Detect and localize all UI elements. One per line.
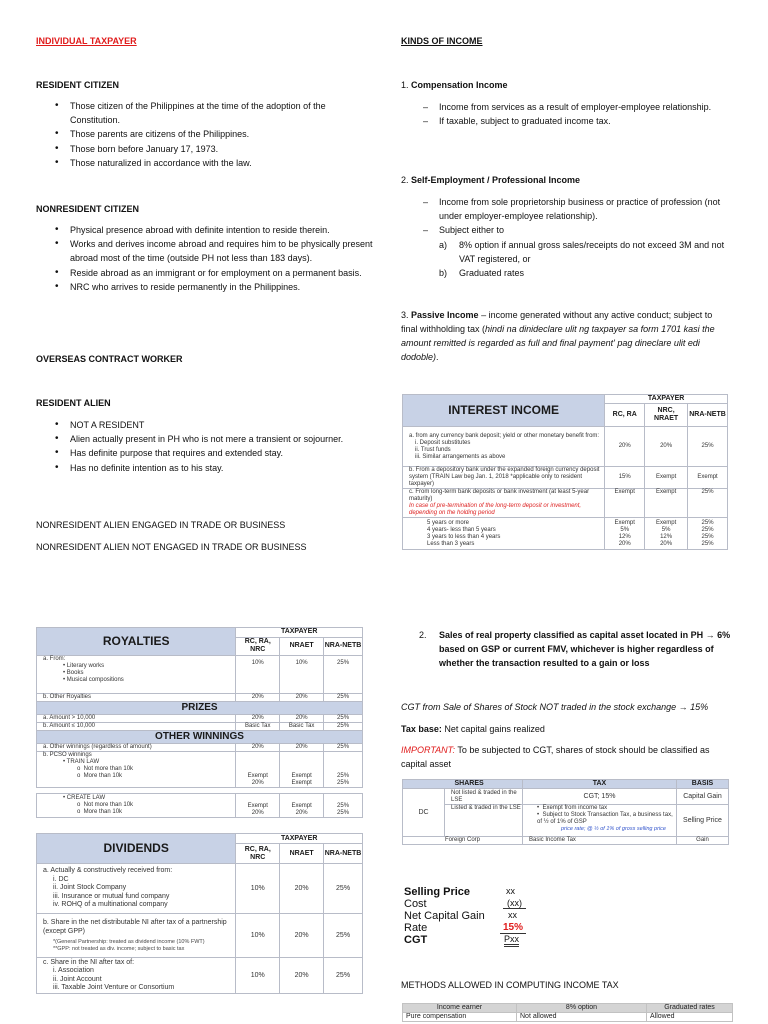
list-item: a) 8% option if annual gross sales/receipts do not exceed 3M and not VAT registered, or <box>439 240 725 265</box>
taxpayer-header: TAXPAYER <box>236 628 363 638</box>
column-header: Income earner <box>403 1004 517 1013</box>
list-item: • Has no definite intention as to his stay. <box>36 461 356 475</box>
column-header: SHARES <box>445 780 523 789</box>
list-item: • Physical presence abroad with definite intention to reside therein. <box>36 223 376 237</box>
passive-income-paragraph: 3. Passive Income – income generated without any active conduct; subject to final withholding tax (hindi na dinideclare ulit ng taxpayer sa form 1701 kasi the amount remitted is regarded as full and final payment' pag dineclare ulit edi dodoble). <box>401 310 715 362</box>
list-item: – Income from sole proprietorship business or practice of profession (not under employer-employee relationship). <box>401 195 731 223</box>
column-header: NRC, NRAET <box>645 404 688 427</box>
kinds-of-income-title: KINDS OF INCOME <box>401 36 483 46</box>
list-item: • Those parents are citizens of the Philippines. <box>36 127 366 141</box>
real-property-paragraph: 2. Sales of real property classified as capital asset located in PH → 6% based on GSP or current FMV, whichever is higher regardless of whether the transaction resulted to a gain or loss <box>419 630 731 668</box>
interest-income-table <box>402 394 728 550</box>
table-row: a. Actually & constructively received from: i. DC ii. Joint Stock Company iii. Insurance or mutual fund company iv. ROHQ of a multinational company 10% 20% 25% <box>37 864 363 914</box>
column-header: NRA-NETB <box>324 637 363 655</box>
taxpayer-header: TAXPAYER <box>236 834 363 844</box>
table-row: b. Amount ≤ 10,000 Basic Tax Basic Tax 25% <box>37 723 363 731</box>
list-item: • Reside abroad as an immigrant or for employment on a permanent basis. <box>36 266 376 280</box>
resident-citizen-list <box>36 99 366 170</box>
table-row: DC Not listed & traded in the LSE CGT; 15% Capital Gain <box>403 789 729 805</box>
dividends-table <box>36 833 363 994</box>
list-item: • Has definite purpose that requires and extended stay. <box>36 446 356 460</box>
table-row: Foreign Corp Basic Income Tax Gain <box>403 837 729 845</box>
table-row: c. Share in the NI after tax of: i. Association ii. Joint Account iii. Taxable Joint Venture or Consortium 10% 20% 25% <box>37 958 363 994</box>
methods-table <box>402 1003 733 1022</box>
nra-etb-heading: NONRESIDENT ALIEN ENGAGED IN TRADE OR BUSINESS <box>36 520 286 530</box>
list-item: – Income from services as a result of employer-employee relationship. <box>401 100 731 114</box>
resident-citizen-heading: RESIDENT CITIZEN <box>36 80 120 90</box>
column-header: NRA-NETB <box>324 844 363 864</box>
nonresident-citizen-heading: NONRESIDENT CITIZEN <box>36 204 140 214</box>
cgt-shares-line: CGT from Sale of Shares of Stock NOT traded in the stock exchange → 15% <box>401 702 709 712</box>
taxpayer-header: TAXPAYER <box>605 395 728 404</box>
list-item: • Those citizen of the Philippines at the time of the adoption of the Constitution. <box>36 99 366 127</box>
calc-row: Net Capital Gain xx <box>404 910 517 922</box>
table-row: • CREATE LAW o Not more than 10k o More than 10k Exempt 20% Exempt 20% 25% 25% <box>37 794 363 818</box>
compensation-list <box>401 100 731 128</box>
list-item: • Those naturalized in accordance with the law. <box>36 156 366 170</box>
list-item: • NRC who arrives to reside permanently in the Philippines. <box>36 280 376 294</box>
column-header: NRAET <box>280 637 324 655</box>
list-item: b) Graduated rates <box>439 268 525 279</box>
table-title: ROYALTIES <box>37 628 236 656</box>
list-item: • Those born before January 17, 1973. <box>36 142 366 156</box>
column-header: RC, RA <box>605 404 645 427</box>
column-header: TAX <box>523 780 677 789</box>
calc-row: Rate 15% <box>404 922 544 934</box>
list-item: • Works and derives income abroad and requires him to be physically present abroad most of the time (outside PH not less than 183 days). <box>36 237 376 265</box>
other-winnings-header: OTHER WINNINGS <box>37 731 363 744</box>
table-row: a. From: • Literary works • Books • Musical compositions 10% 10% 25% <box>37 656 363 694</box>
nra-netb-heading: NONRESIDENT ALIEN NOT ENGAGED IN TRADE OR BUSINESS <box>36 542 307 552</box>
column-header: BASIS <box>677 780 729 789</box>
table-row: Listed & traded in the LSE • Exempt from income tax • Subject to Stock Transaction Tax, a business tax, of ½ of 1% of GSP price rate; @ ½ of 1% of gross selling price Selling Price <box>403 805 729 837</box>
list-item: • Alien actually present in PH who is not mere a transient or sojourner. <box>36 432 356 446</box>
methods-title: METHODS ALLOWED IN COMPUTING INCOME TAX <box>401 980 619 990</box>
column-header: NRA-NETB <box>688 404 728 427</box>
table-row: Pure compensation Not allowed Allowed <box>403 1013 733 1022</box>
royalties-table <box>36 627 363 818</box>
column-header: RC, RA, NRC <box>236 844 280 864</box>
ocw-heading: OVERSEAS CONTRACT WORKER <box>36 354 183 364</box>
column-header: 8% option <box>517 1004 647 1013</box>
table-title: INTEREST INCOME <box>403 395 605 427</box>
column-header: Graduated rates <box>647 1004 733 1013</box>
calc-row: Cost (xx) <box>404 898 544 910</box>
calc-row: Selling Price xx <box>404 886 515 898</box>
cgt-computation <box>404 886 544 946</box>
table-row: b. PCSO winnings • TRAIN LAW o Not more than 10k o More than 10k Exempt 20% Exempt Exempt 25% 25% <box>37 752 363 788</box>
table-row: c. From long-term bank deposits or bank investment (at least 5-year maturity) In case of pre-termination of the long-term deposit or investment, depending on the holding period Exempt Exempt 25% <box>403 489 728 518</box>
table-row: b. Share in the net distributable NI after tax of a partnership (except GPP) *(General Partnership: treated as dividend income (10% FWT) **GPP: not treated as div. income; subject to basic tax 10% 20% 25% <box>37 914 363 958</box>
table-row: a. Amount > 10,000 20% 20% 25% <box>37 715 363 723</box>
column-header: RC, RA, NRC <box>236 637 280 655</box>
table-row: a. Other winnings (regardless of amount) 20% 20% 25% <box>37 744 363 752</box>
page-title: INDIVIDUAL TAXPAYER <box>36 36 137 46</box>
tax-base-line: Tax base: Net capital gains realized <box>401 724 545 734</box>
table-row: a. from any currency bank deposit; yield or other monetary benefit from: i. Deposit substitutes ii. Trust funds iii. Similar arrangements as above 20% 20% 25% <box>403 427 728 467</box>
table-title: DIVIDENDS <box>37 834 236 864</box>
list-item: • NOT A RESIDENT <box>36 418 356 432</box>
shares-table <box>402 779 729 845</box>
list-item: – If taxable, subject to graduated income tax. <box>401 114 731 128</box>
self-employment-sublist <box>401 238 731 281</box>
table-row: b. From a depository bank under the expanded foreign currency deposit system (TRAIN Law beg Jan. 1, 2018 *applicable only to resident taxpayer) 15% Exempt Exempt <box>403 467 728 489</box>
self-employment-heading: 2. Self-Employment / Professional Income <box>401 175 581 185</box>
table-row: b. Other Royalties 20% 20% 25% <box>37 694 363 702</box>
compensation-heading: 1. Compensation Income <box>401 80 508 90</box>
nonresident-citizen-list <box>36 223 376 294</box>
important-line: IMPORTANT: To be subjected to CGT, shares of stock should be classified as capital asset <box>401 745 710 769</box>
calc-row: CGT Pxx <box>404 934 520 946</box>
self-employment-list <box>401 195 731 238</box>
list-item: – Subject either to <box>401 223 731 237</box>
prizes-header: PRIZES <box>37 702 363 715</box>
column-header: NRAET <box>280 844 324 864</box>
resident-alien-list <box>36 418 356 475</box>
table-row: 5 years or more 4 years- less than 5 years 3 years to less than 4 years Less than 3 years Exempt 5% 12% 20% Exempt 5% 12% 20% 25% 25% 25% 25% <box>403 518 728 550</box>
resident-alien-heading: RESIDENT ALIEN <box>36 398 111 408</box>
